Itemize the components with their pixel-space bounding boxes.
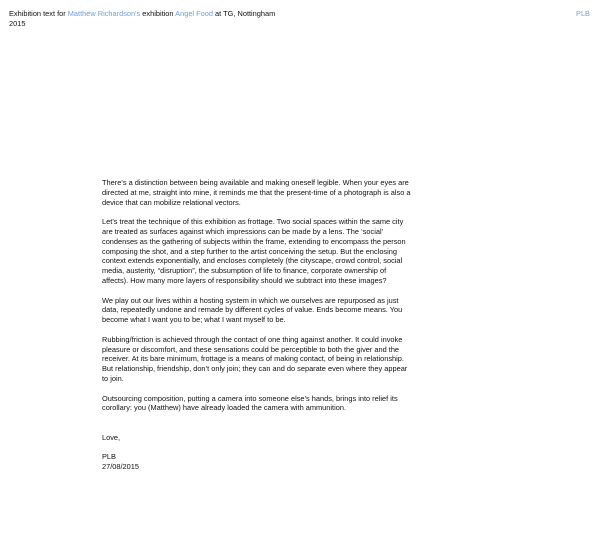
paragraph-1: There’s a distinction between being available and making oneself legible. When your eyes are directed at me, straight into mine, it reminds me that the present-time of a photograph is also a device that can mobilize relational vectors. (102, 178, 411, 207)
exhibition-text (102, 178, 412, 472)
header-prefix: Exhibition text for (9, 9, 68, 18)
signoff-closing: Love, (102, 432, 121, 442)
paragraph-5: Outsourcing composition, putting a camera into someone else’s hands, brings into relief its corollary: you (Matthew) have already loaded the camera with ammunition. (102, 393, 398, 413)
paragraph-4: Rubbing/friction is achieved through the contact of one thing against another. It could invoke pleasure or discomfort, and these sensations could be perceptible to both the giver and the receiver. At its bare minimum, frottage is a means of making contact, of being in relationship. But relationship, friendship, don’t only join; they can and do separate even where they appear to join. (102, 334, 408, 383)
exhibition-link[interactable]: Angel Food (175, 9, 213, 18)
artist-link[interactable]: Matthew Richardson's (67, 9, 141, 18)
signoff (102, 433, 412, 472)
paragraph-2: Let’s treat the technique of this exhibition as frottage. Two social spaces within the same city are treated as surfaces against which impressions can be made by a lens. The ‘social’ condenses as the gathering of subjects within the frame, extending to encompass the person composing the shot, and a step further to the artist conceiving the setup. But the enclosing context extends exponentially, and encloses completely (the cityscape, crowd control, social media, austerity, “disruption”, the subsumption of life to finance, corporate ownership of affects). How many more layers of responsibility should we subtract into these images? (102, 217, 406, 285)
signoff-date: 27/08/2015 (102, 462, 139, 472)
header-suffix: at TG, Nottingham (212, 9, 276, 18)
header-year: 2015 (9, 19, 26, 28)
plb-home-link[interactable]: PLB (576, 9, 590, 18)
signoff-name: PLB (102, 452, 116, 462)
exhibition-header (9, 9, 429, 29)
header-middle: exhibition (140, 9, 176, 18)
paragraph-3: We play out our lives within a hosting system in which we ourselves are repurposed as just data, repeatedly undone and remade by different cycles of value. Ends become means. You become what I want you to be; what I want myself to be. (102, 295, 403, 325)
